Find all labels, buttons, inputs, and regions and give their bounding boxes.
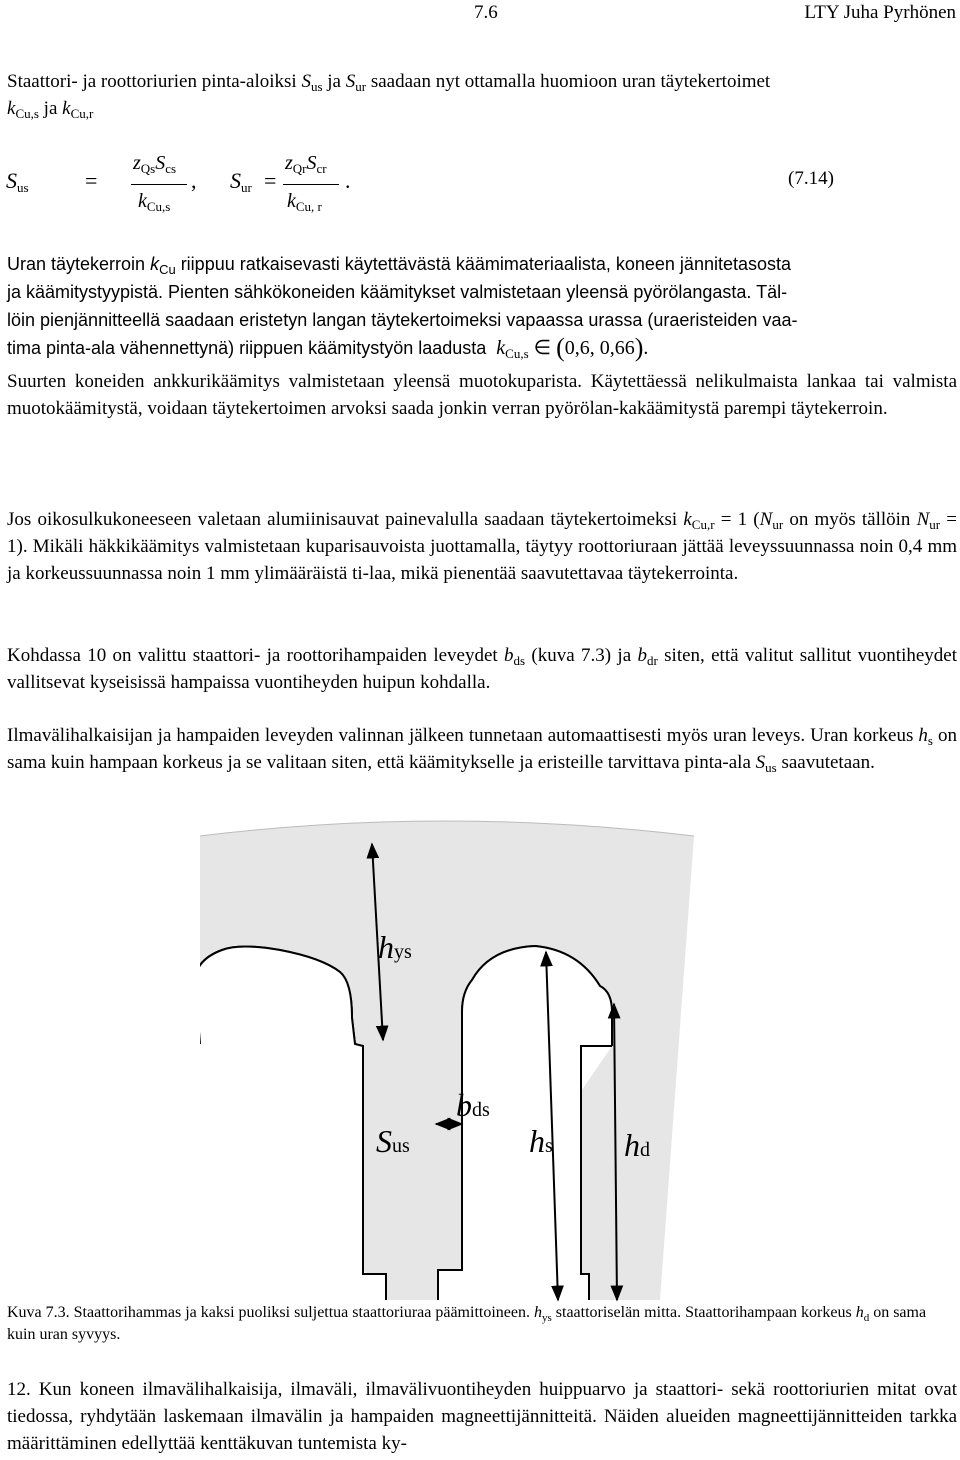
figure-drawing [200, 800, 700, 1305]
paragraph-intro: Staattori- ja roottoriurien pinta-aloiksi $S_{us}$ ja $S_{ur}$ saadaan nyt ottamalla huomioon uran täytekertoimet $k_{Cu,s}$ ja $k_{Cu,r}$ [7, 71, 771, 121]
paragraph-fill-factor: Uran täytekerroin $k_{Cu}$ riippuu ratkaisevasti käytettävästä käämimateriaalista, koneen jännitetasosta ja käämitystyypistä. Pienten sähkökoneiden käämitykset valmistetaan yleensä pyörölangasta. Täl- löin pienjännitteellä saadaan eristetyn langan täytekertoimeksi vapaassa urassa (uraeristeiden vaa- tima pinta-ala vähennettynä) riippuen käämitystyön laadusta $k_{Cu,s}$ ∈ (0,6, 0,66). [7, 254, 798, 362]
figure-caption: Kuva 7.3. Staattorihammas ja kaksi puoliksi suljettua staattoriuraa päämittoineen. $h_{ys}$ staattoriselän mitta. Staattorihampaan korkeus $h_d$ on sama kuin uran syvyys. [7, 1304, 927, 1343]
paragraph-slot-height: Ilmavälihalkaisijan ja hampaiden leveyden valinnan jälkeen tunnetaan automaattisesti myös uran leveys. Uran korkeus $h_s$ on sama kuin hampaan korkeus ja se valitaan siten, että käämitykselle ja eristeille tarvittava pinta-ala $S_{us}$ saavutetaan. [7, 725, 958, 775]
label-sus: Sus [376, 1123, 410, 1159]
label-bds: bds [456, 1087, 490, 1123]
paragraph-cage-winding: Jos oikosulkukoneeseen valetaan alumiinisauvat painevalulla saadaan täytekertoimeksi $k_{Cu,r} = 1$ ($N_{ur}$ on myös tällöin $N_{ur} = 1$). Mikäli häkkikäämitys valmistetaan kuparisauvoista juottamalla, täytyy roottoriuraan jättää leveyssuunnassa noin 0,4 mm ja korkeussuunnassa noin 1 mm ylimääräistä ti-laa, mikä pienentää saavutettavaa täytekerrointa. [7, 509, 957, 584]
equation-number: (7.14) [788, 168, 834, 189]
running-header-author: LTY Juha Pyrhönen [804, 2, 956, 23]
paragraph-step-12: 12. Kun koneen ilmavälihalkaisija, ilmaväli, ilmavälivuontiheyden huippuarvo ja staattori- sekä roottoriurien mitat ovat tiedossa, ryhdytään laskemaan ilmavälin ja hampaiden magneettijännitteitä. Näiden alueiden magneettijännitteiden tarkka määrittäminen edellyttää kenttäkuvan tuntemista ky- [7, 1379, 957, 1454]
label-hs: hs [529, 1123, 553, 1159]
label-hd: hd [624, 1127, 650, 1163]
page-number: 7.6 [474, 2, 498, 23]
paragraph-form-wound: Suurten koneiden ankkurikäämitys valmistetaan yleensä muotokuparista. Käytettäessä nelikulmaista lankaa tai valmista muotokäämitystä, voidaan täytekertoimen arvoksi saada jonkin verran pyörölan-kakäämitystä parempi täytekerroin. [7, 371, 957, 419]
label-hys: hys [378, 929, 412, 965]
paragraph-tooth-widths: Kohdassa 10 on valittu staattori- ja roottorihampaiden leveydet $b_{ds}$ (kuva 7.3) ja $b_{dr}$ siten, että valitut sallitut vuontiheydet vallitsevat kyseisissä hampaissa vuontiheyden huipun kohdalla. [7, 645, 957, 693]
